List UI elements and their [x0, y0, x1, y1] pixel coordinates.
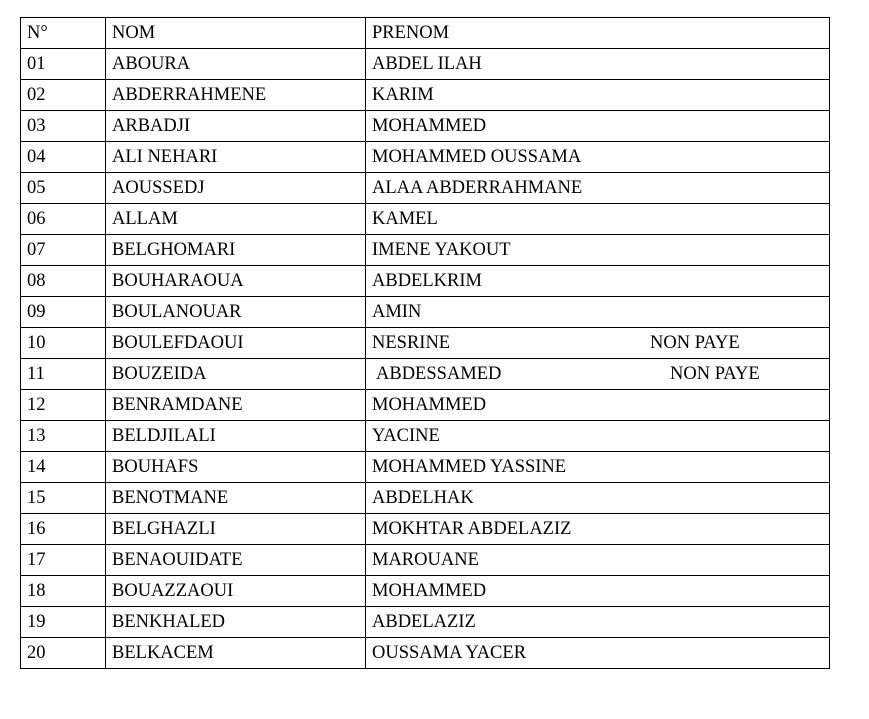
row-prenom-cell	[366, 421, 830, 452]
row-prenom-cell	[366, 173, 830, 204]
row-prenom: YACINE	[372, 426, 440, 446]
row-number: 01	[21, 49, 106, 80]
row-prenom-cell	[366, 235, 830, 266]
row-prenom-cell	[366, 607, 830, 638]
row-prenom: MAROUANE	[372, 550, 479, 570]
row-nom: BENRAMDANE	[106, 390, 366, 421]
row-nom: BOUZEIDA	[106, 359, 366, 390]
row-number: 19	[21, 607, 106, 638]
row-number: 08	[21, 266, 106, 297]
row-prenom-cell	[366, 49, 830, 80]
table-row	[21, 514, 830, 545]
row-prenom: ABDESSAMED	[376, 364, 502, 384]
row-nom: BELGHOMARI	[106, 235, 366, 266]
payment-status-note: NON PAYE	[670, 364, 760, 384]
row-prenom-cell	[366, 390, 830, 421]
table-row	[21, 607, 830, 638]
row-prenom: MOHAMMED	[372, 581, 487, 601]
table-row	[21, 483, 830, 514]
row-prenom-cell	[366, 545, 830, 576]
row-number: 04	[21, 142, 106, 173]
row-number: 02	[21, 80, 106, 111]
row-number: 06	[21, 204, 106, 235]
row-number: 09	[21, 297, 106, 328]
header-num: N°	[21, 18, 106, 49]
row-number: 15	[21, 483, 106, 514]
row-nom: BOULANOUAR	[106, 297, 366, 328]
table-row	[21, 297, 830, 328]
row-prenom-cell	[366, 576, 830, 607]
row-prenom-cell	[366, 328, 830, 359]
row-prenom: AMIN	[372, 302, 422, 322]
header-prenom: PRENOM	[366, 18, 830, 49]
row-number: 03	[21, 111, 106, 142]
row-prenom: NESRINE	[372, 333, 451, 353]
row-prenom: MOKHTAR ABDELAZIZ	[372, 519, 572, 539]
row-prenom: ABDELHAK	[372, 488, 474, 508]
roster-body	[21, 18, 830, 669]
row-prenom: MOHAMMED	[372, 116, 487, 136]
row-nom: ALI NEHARI	[106, 142, 366, 173]
table-row	[21, 545, 830, 576]
header-nom: NOM	[106, 18, 366, 49]
row-prenom-cell	[366, 142, 830, 173]
table-row	[21, 204, 830, 235]
row-nom: BOUHARAOUA	[106, 266, 366, 297]
row-nom: BELKACEM	[106, 638, 366, 669]
table-row	[21, 111, 830, 142]
row-prenom: OUSSAMA YACER	[372, 643, 527, 663]
row-number: 20	[21, 638, 106, 669]
row-prenom-cell	[366, 638, 830, 669]
row-nom: ARBADJI	[106, 111, 366, 142]
row-nom: BENOTMANE	[106, 483, 366, 514]
row-prenom-cell	[366, 483, 830, 514]
row-nom: AOUSSEDJ	[106, 173, 366, 204]
row-prenom-cell	[366, 266, 830, 297]
row-nom: BELGHAZLI	[106, 514, 366, 545]
row-nom: ALLAM	[106, 204, 366, 235]
row-nom: BENAOUIDATE	[106, 545, 366, 576]
row-prenom: ABDELKRIM	[372, 271, 482, 291]
row-number: 12	[21, 390, 106, 421]
row-prenom: ABDELAZIZ	[372, 612, 476, 632]
row-prenom-cell	[366, 204, 830, 235]
row-nom: BELDJILALI	[106, 421, 366, 452]
table-row	[21, 452, 830, 483]
table-row	[21, 142, 830, 173]
row-nom: ABDERRAHMENE	[106, 80, 366, 111]
table-row	[21, 390, 830, 421]
row-number: 10	[21, 328, 106, 359]
row-prenom: IMENE YAKOUT	[372, 240, 511, 260]
row-number: 07	[21, 235, 106, 266]
row-prenom: MOHAMMED YASSINE	[372, 457, 567, 477]
row-nom: BOULEFDAOUI	[106, 328, 366, 359]
row-prenom-cell	[366, 452, 830, 483]
student-roster-table	[20, 17, 830, 669]
table-row	[21, 421, 830, 452]
row-number: 14	[21, 452, 106, 483]
row-prenom-cell	[366, 80, 830, 111]
row-nom: BOUHAFS	[106, 452, 366, 483]
row-prenom: ABDEL ILAH	[372, 54, 482, 74]
row-prenom-cell	[366, 359, 830, 390]
row-number: 13	[21, 421, 106, 452]
row-prenom: KARIM	[372, 85, 434, 105]
row-number: 16	[21, 514, 106, 545]
table-row	[21, 576, 830, 607]
row-nom: BOUAZZAOUI	[106, 576, 366, 607]
row-prenom: ALAA ABDERRAHMANE	[372, 178, 583, 198]
row-prenom: MOHAMMED	[372, 395, 487, 415]
row-number: 18	[21, 576, 106, 607]
table-row	[21, 359, 830, 390]
row-prenom: MOHAMMED OUSSAMA	[372, 147, 582, 167]
table-row	[21, 80, 830, 111]
header-row	[21, 18, 830, 49]
row-nom: ABOURA	[106, 49, 366, 80]
table-row	[21, 49, 830, 80]
table-row	[21, 328, 830, 359]
row-prenom-cell	[366, 111, 830, 142]
row-number: 05	[21, 173, 106, 204]
row-prenom-cell	[366, 297, 830, 328]
table-row	[21, 173, 830, 204]
table-row	[21, 266, 830, 297]
table-row	[21, 235, 830, 266]
payment-status-note: NON PAYE	[650, 333, 740, 353]
row-number: 17	[21, 545, 106, 576]
row-prenom: KAMEL	[372, 209, 438, 229]
row-number: 11	[21, 359, 106, 390]
table-row	[21, 638, 830, 669]
row-prenom-cell	[366, 514, 830, 545]
row-nom: BENKHALED	[106, 607, 366, 638]
